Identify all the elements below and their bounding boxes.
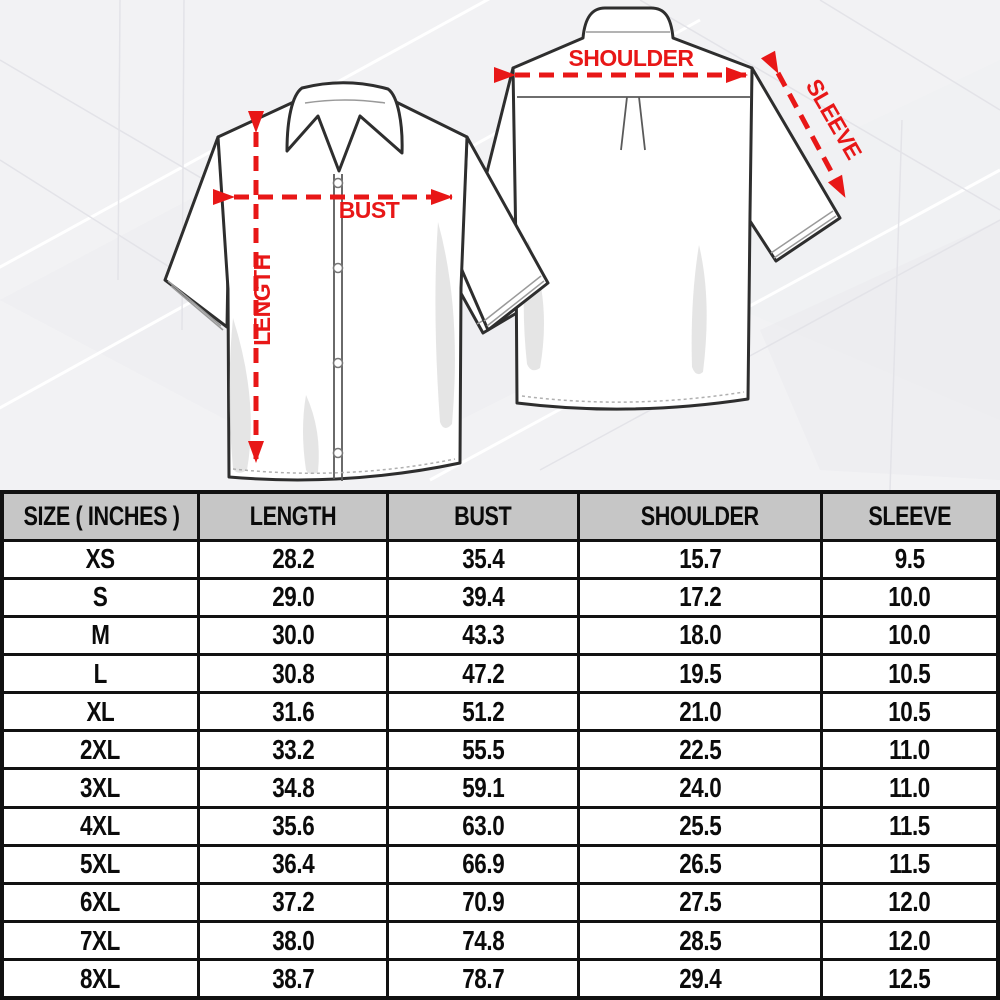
shirt-button [334,359,343,368]
value-cell: 63.0 [387,807,578,845]
size-cell: 5XL [2,845,198,883]
value-cell: 39.4 [387,578,578,616]
value-cell: 26.5 [579,845,822,883]
column-header-shoulder: SHOULDER [579,492,822,540]
value-cell: 55.5 [387,731,578,769]
value-cell: 12.0 [822,922,998,960]
size-cell: S [2,578,198,616]
value-cell: 9.5 [822,540,998,578]
value-cell: 59.1 [387,769,578,807]
value-cell: 47.2 [387,654,578,692]
value-cell: 33.2 [198,731,387,769]
value-cell: 70.9 [387,883,578,921]
shirt-measurement-diagram [0,0,1000,490]
table-row [2,693,998,731]
shirt-button [334,179,343,188]
value-cell: 21.0 [579,693,822,731]
column-header-length: LENGTH [198,492,387,540]
value-cell: 34.8 [198,769,387,807]
value-cell: 38.0 [198,922,387,960]
value-cell: 24.0 [579,769,822,807]
table-row [2,578,998,616]
value-cell: 11.0 [822,731,998,769]
value-cell: 17.2 [579,578,822,616]
table-row [2,845,998,883]
sleeve-label: SLEEVE [800,74,868,164]
shirt-button [334,449,343,458]
table-row [2,922,998,960]
value-cell: 22.5 [579,731,822,769]
length-label: LENGTH [249,254,275,346]
size-cell: 3XL [2,769,198,807]
table-row [2,769,998,807]
table-row [2,616,998,654]
front-shirt-diagram [165,83,548,481]
value-cell: 11.0 [822,769,998,807]
value-cell: 74.8 [387,922,578,960]
value-cell: 35.4 [387,540,578,578]
size-table-head-row [2,492,998,540]
value-cell: 10.5 [822,654,998,692]
value-cell: 38.7 [198,960,387,998]
column-header-bust: BUST [387,492,578,540]
value-cell: 12.0 [822,883,998,921]
value-cell: 12.5 [822,960,998,998]
value-cell: 29.4 [579,960,822,998]
value-cell: 37.2 [198,883,387,921]
size-table [0,490,1000,1000]
column-header-sleeve: SLEEVE [822,492,998,540]
column-header-size-inches: SIZE ( INCHES ) [2,492,198,540]
size-cell: XS [2,540,198,578]
value-cell: 35.6 [198,807,387,845]
table-row [2,883,998,921]
size-table-header [2,492,998,540]
value-cell: 28.2 [198,540,387,578]
size-cell: 6XL [2,883,198,921]
shoulder-label: SHOULDER [568,45,694,71]
size-cell: 2XL [2,731,198,769]
table-row [2,807,998,845]
value-cell: 31.6 [198,693,387,731]
value-cell: 29.0 [198,578,387,616]
value-cell: 25.5 [579,807,822,845]
size-cell: 4XL [2,807,198,845]
table-row [2,540,998,578]
table-row [2,731,998,769]
value-cell: 43.3 [387,616,578,654]
value-cell: 10.0 [822,578,998,616]
value-cell: 28.5 [579,922,822,960]
value-cell: 18.0 [579,616,822,654]
value-cell: 36.4 [198,845,387,883]
value-cell: 11.5 [822,845,998,883]
value-cell: 10.5 [822,693,998,731]
size-table-body [2,540,998,998]
size-cell: L [2,654,198,692]
value-cell: 78.7 [387,960,578,998]
shirt-button [334,264,343,273]
value-cell: 11.5 [822,807,998,845]
table-row [2,960,998,998]
value-cell: 51.2 [387,693,578,731]
table-row [2,654,998,692]
bust-label: BUST [338,197,400,223]
value-cell: 27.5 [579,883,822,921]
size-cell: XL [2,693,198,731]
value-cell: 19.5 [579,654,822,692]
size-cell: M [2,616,198,654]
value-cell: 66.9 [387,845,578,883]
value-cell: 30.8 [198,654,387,692]
size-cell: 7XL [2,922,198,960]
value-cell: 30.0 [198,616,387,654]
size-cell: 8XL [2,960,198,998]
value-cell: 10.0 [822,616,998,654]
value-cell: 15.7 [579,540,822,578]
